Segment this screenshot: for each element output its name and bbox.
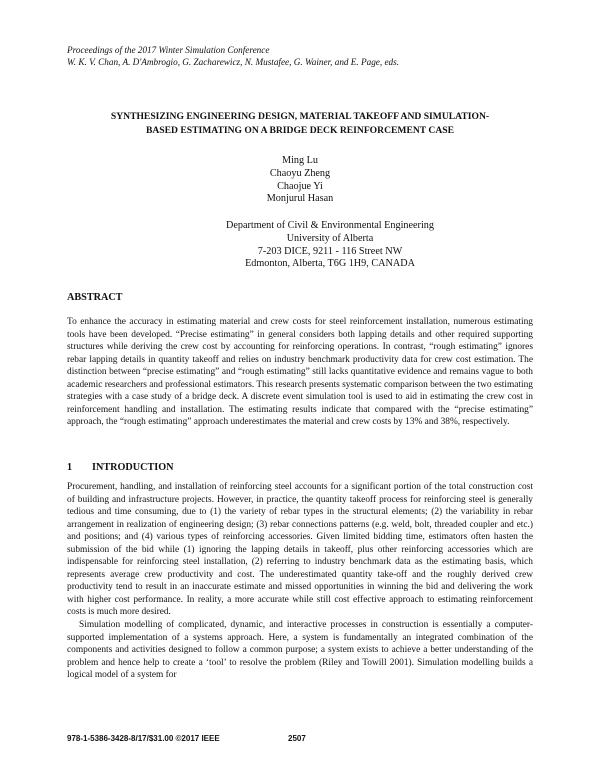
title-line-1: SYNTHESIZING ENGINEERING DESIGN, MATERIAL TAKEOFF AND SIMULATION- [110, 111, 490, 122]
abstract-text: To enhance the accuracy in estimating material and crew costs for steel reinforcement installation, numerous estimating tools have been developed. “Precise estimating” in general considers both lapping details and other required supporting structures while deriving the crew cost by accounting for reinforcing operations. In contrast, “rough estimating” ignores rebar lapping details in quantity takeoff and relies on industry benchmark productivity data for crew cost estimation. The distinction between “precise estimating” and “rough estimating” still lacks quantitative evidence and remains vague to both academic researchers and professional estimators. This research presents systematic comparison between the two estimating strategies with a case study of a bridge deck. A discrete event simulation tool is used to aid in estimating the crew cost in reinforcement handling and installation. The estimating results indicate that compared with the “precise estimating” approach, the “rough estimating” approach underestimates the material and crew costs by 13% and 38%, respectively. [67, 317, 533, 428]
paragraph: Procurement, handling, and installation of reinforcing steel accounts for a significant portion of the total construction cost of building and infrastructure projects. However, in practice, the quantity takeoff process for reinforcing steel is generally tedious and time consuming, due to (1) the variety of rebar types in the structural elements; (2) the variability in rebar arrangement in realization of engineering design; (3) rebar connections patterns (e.g. weld, bolt, threaded coupler and etc.) and positions; and (4) various types of reinforcing accessories. Given limited bidding time, estimators often hasten the submission of the bid while (1) ignoring the lapping details in takeoff, plus other reinforcing accessories which are indispensable for reinforcing steel installation, (2) referring to industry benchmark data as the estimating basis, which represents average crew productivity and cost. The underestimated quantity take-off and the roughly derived crew productivity tend to result in an inaccurate estimate and missed opportunities in winning the bid and delivering the work with higher cost performance. In reality, a more accurate while still cost effective approach to estimating reinforcement costs is much more desired. [67, 482, 533, 618]
section-number: 1 [67, 462, 73, 473]
paper-title [67, 110, 533, 137]
proceedings-header [67, 44, 547, 68]
affiliation-line: University of Alberta [286, 232, 374, 244]
author-list [67, 155, 533, 206]
author-name: Monjurul Hasan [266, 193, 334, 205]
introduction-body [67, 481, 533, 682]
author-name: Chaoyu Zheng [269, 167, 331, 179]
footer-isbn: 978-1-5386-3428-8/17/$31.00 ©2017 IEEE [67, 734, 220, 743]
page-number: 2507 [288, 734, 306, 743]
paragraph: Simulation modelling of complicated, dynamic, and interactive processes in construction is essentially a computer-supported implementation of a systems approach. Here, a system is fundamentally an integrated combination of the components and activities designed to follow a common purpose; a system exists to achieve a better understanding of the problem and hence help to create a ‘tool’ to resolve the problem (Riley and Towill 2001). Simulation modelling builds a logical model of a system for [67, 620, 533, 681]
proceedings-title: Proceedings of the 2017 Winter Simulation Conference [67, 45, 270, 55]
affiliation-line: 7-203 DICE, 9211 - 116 Street NW [257, 245, 403, 257]
section-heading-introduction [67, 462, 174, 473]
affiliation-line: Edmonton, Alberta, T6G 1H9, CANADA [245, 258, 415, 270]
affiliation-block [67, 220, 533, 271]
section-title: INTRODUCTION [92, 462, 174, 473]
abstract-heading: ABSTRACT [67, 292, 123, 303]
author-name: Chaojue Yi [277, 180, 323, 192]
title-line-2: BASED ESTIMATING ON A BRIDGE DECK REINFORCEMENT CASE [145, 124, 455, 136]
proceedings-editors: W. K. V. Chan, A. D'Ambrogio, G. Zacharewicz, N. Mustafee, G. Wainer, and E. Page, eds. [67, 57, 400, 67]
author-name: Ming Lu [282, 155, 318, 166]
affiliation-line: Department of Civil & Environmental Engineering [226, 220, 434, 231]
